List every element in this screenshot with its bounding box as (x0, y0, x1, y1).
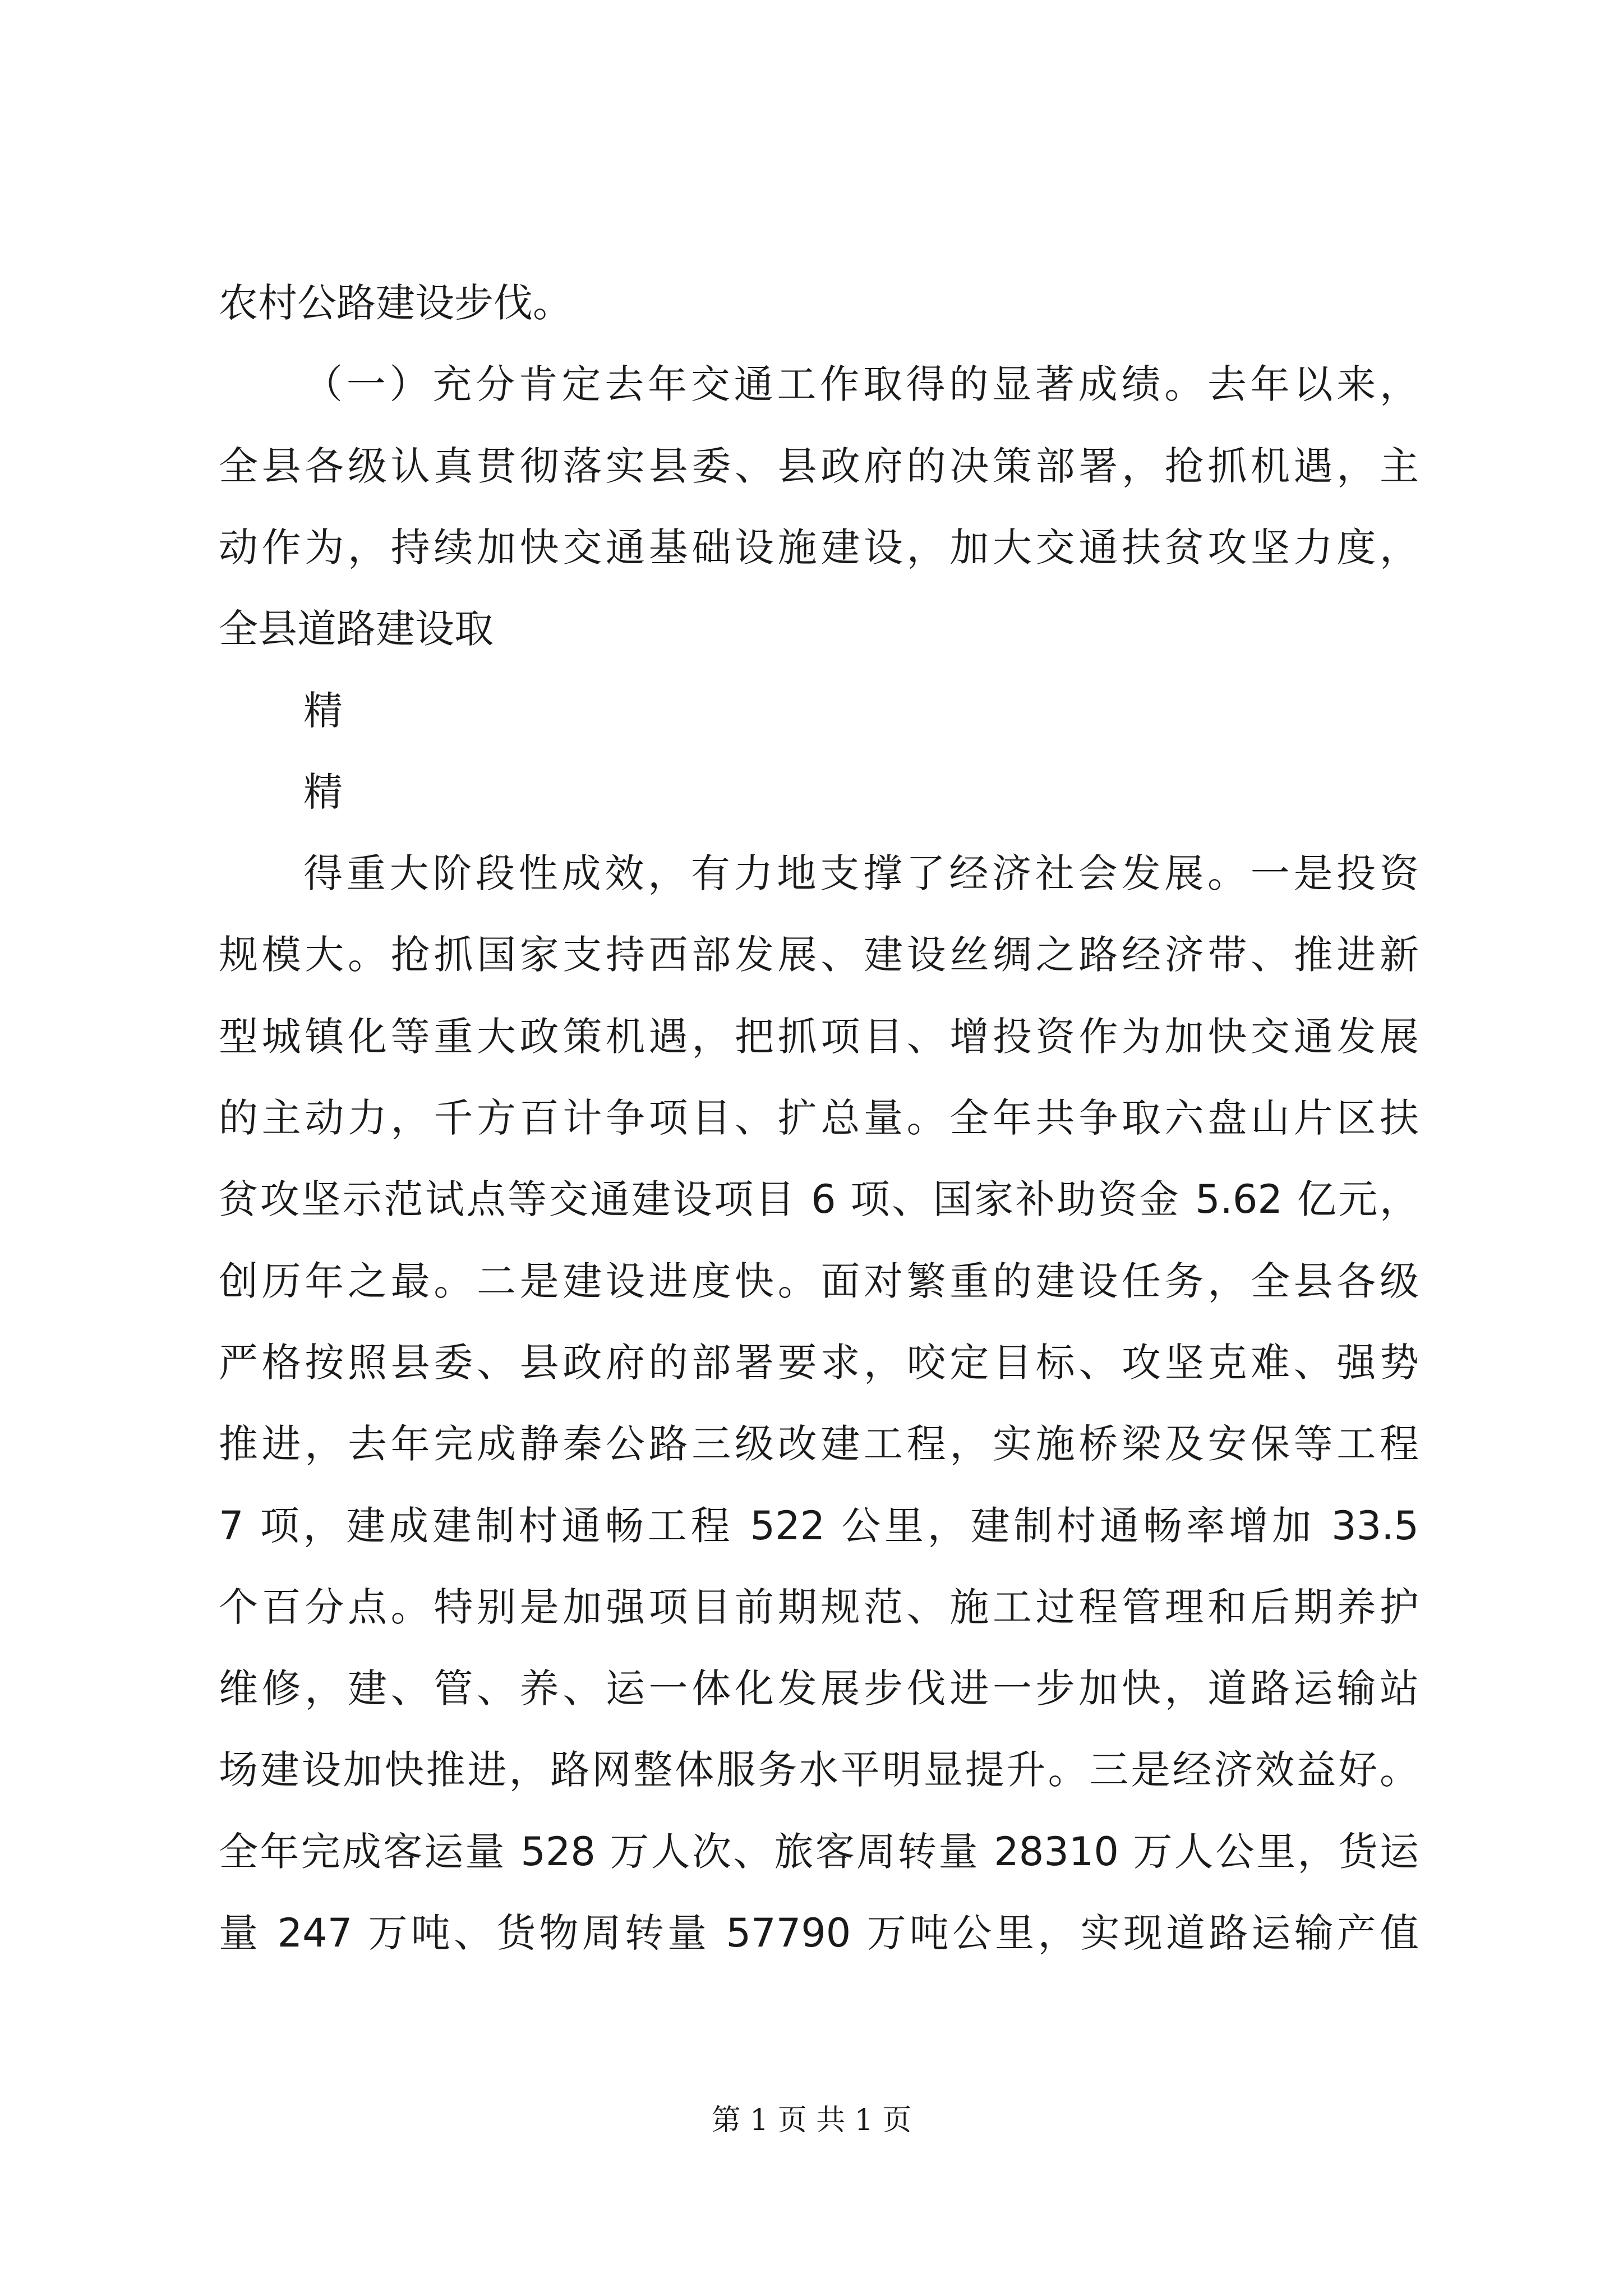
text-line: 型城镇化等重大政策机遇，把抓项目、增投资作为加快交通发展 (219, 1014, 1419, 1060)
text-line: 动作为，持续加快交通基础设施建设，加大交通扶贫攻坚力度， (219, 524, 1419, 570)
text-line: 规模大。抢抓国家支持西部发展、建设丝绸之路经济带、推进新 (219, 932, 1419, 978)
text-line: （一）充分肯定去年交通工作取得的显著成绩。去年以来， (303, 361, 1419, 407)
text-line: 的主动力，千方百计争项目、扩总量。全年共争取六盘山片区扶 (219, 1095, 1419, 1141)
text-line: 农村公路建设步伐。 (219, 280, 572, 326)
text-line: 得重大阶段性成效，有力地支撑了经济社会发展。一是投资 (303, 850, 1419, 896)
text-line: 精 (303, 769, 343, 815)
text-line: 全年完成客运量 528 万人次、旅客周转量 28310 万人公里，货运 (219, 1829, 1419, 1875)
text-line: 严格按照县委、县政府的部署要求，咬定目标、攻坚克难、强势 (219, 1340, 1419, 1386)
text-line: 推进，去年完成静秦公路三级改建工程，实施桥梁及安保等工程 (219, 1421, 1419, 1467)
text-line: 全县道路建设取 (219, 606, 494, 652)
text-line: 个百分点。特别是加强项目前期规范、施工过程管理和后期养护 (219, 1584, 1419, 1630)
text-line: 7 项，建成建制村通畅工程 522 公里，建制村通畅率增加 33.5 (219, 1503, 1419, 1549)
text-line: 场建设加快推进，路网整体服务水平明显提升。三是经济效益好。 (219, 1747, 1419, 1793)
text-line: 贫攻坚示范试点等交通建设项目 6 项、国家补助资金 5.62 亿元， (219, 1176, 1419, 1222)
text-line: 全县各级认真贯彻落实县委、县政府的决策部署，抢抓机遇，主 (219, 443, 1419, 489)
text-line: 维修，建、管、养、运一体化发展步伐进一步加快，道路运输站 (219, 1665, 1419, 1711)
text-line: 创历年之最。二是建设进度快。面对繁重的建设任务，全县各级 (219, 1258, 1419, 1304)
page-footer: 第 1 页 共 1 页 (711, 2104, 912, 2137)
text-line: 量 247 万吨、货物周转量 57790 万吨公里，实现道路运输产值 (219, 1910, 1419, 1956)
text-line: 精 (303, 688, 343, 734)
